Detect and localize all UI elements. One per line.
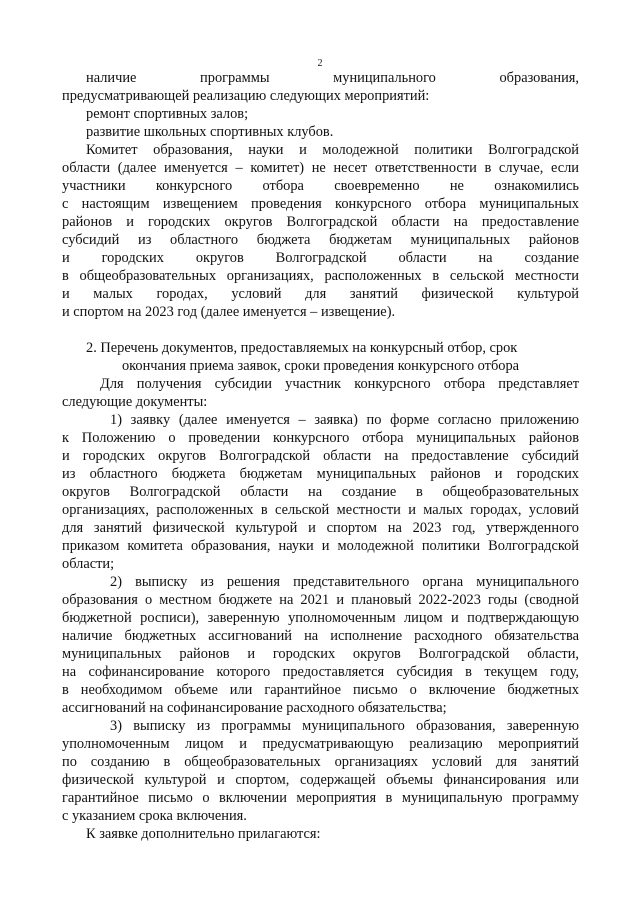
text-line: и спортом на 2023 год (далее именуется – извещение).: [62, 304, 396, 320]
text-line: области;: [62, 556, 115, 572]
text-line: ремонт спортивных залов;: [86, 106, 249, 122]
text-line: из областного бюджета бюджетам муниципальных районов и городских: [62, 466, 579, 482]
text-line: субсидий из областного бюджета бюджетам муниципальных районов: [62, 232, 579, 248]
text-line: бюджетной росписи), заверенную уполномоченным лицом и подтверждающую: [62, 610, 579, 626]
text-line: и городских округов Волгоградской области на создание: [62, 250, 579, 266]
text-line: в необходимом объеме или гарантийное письмо о включение бюджетных: [62, 682, 579, 698]
text-line: ассигнований на софинансирование расходного обязательства;: [62, 700, 447, 716]
text-line: с указанием срока включения.: [62, 808, 247, 824]
text-line: физической культурой и спортом, содержащей объемы финансирования или: [62, 772, 579, 788]
text-line: и городских округов Волгоградской области на предоставление субсидий: [62, 448, 579, 464]
text-line: на софинансирование которого предоставляется субсидия в текущем году,: [62, 664, 579, 680]
text-line: наличие программы муниципального образования,: [86, 70, 579, 86]
text-line: 2) выписку из решения представительного органа муниципального: [110, 574, 579, 590]
text-line: участники конкурсного отбора своевременно не ознакомились: [62, 178, 579, 194]
text-line: районов и городских округов Волгоградской области на предоставление: [62, 214, 579, 230]
text-line: приказом комитета образования, науки и молодежной политики Волгоградской: [62, 538, 579, 554]
section-heading: 2. Перечень документов, предоставляемых на конкурсный отбор, срок: [86, 340, 518, 356]
page-number: 2: [317, 58, 323, 69]
text-line: наличие бюджетных ассигнований на исполнение расходного обязательства: [62, 628, 579, 644]
text-line: уполномоченным лицом и предусматривающую реализацию мероприятий: [62, 736, 579, 752]
section-heading: окончания приема заявок, сроки проведения конкурсного отбора: [121, 358, 520, 374]
text-line: с настоящим извещением проведения конкурсного отбора муниципальных: [62, 196, 579, 212]
text-line: гарантийное письмо о включении мероприятия в муниципальную программу: [62, 790, 579, 806]
text-line: для занятий физической культурой и спортом на 2023 год, утвержденного: [62, 520, 579, 536]
text-line: Для получения субсидии участник конкурсного отбора представляет: [100, 376, 579, 392]
text-line: 3) выписку из программы муниципального образования, заверенную: [110, 718, 579, 734]
text-line: Комитет образования, науки и молодежной политики Волгоградской: [86, 142, 579, 158]
text-line: К заявке дополнительно прилагаются:: [86, 826, 321, 842]
text-line: 1) заявку (далее именуется – заявка) по форме согласно приложению: [110, 412, 579, 428]
text-line: организациях, расположенных в сельской местности и малых городах, условий: [62, 502, 579, 518]
text-line: предусматривающей реализацию следующих мероприятий:: [62, 88, 430, 104]
text-line: и малых городах, условий для занятий физической культурой: [62, 286, 579, 302]
text-line: муниципальных районов и городских округов Волгоградской области,: [62, 646, 579, 662]
text-line: образования о местном бюджете на 2021 и плановый 2022-2023 годы (сводной: [62, 592, 579, 608]
text-line: к Положению о проведении конкурсного отбора муниципальных районов: [62, 430, 579, 446]
text-line: области (далее именуется – комитет) не несет ответственности в случае, если: [62, 160, 579, 176]
text-line: по созданию в общеобразовательных организациях условий для занятий: [62, 754, 579, 770]
text-line: следующие документы:: [62, 394, 208, 410]
text-line: развитие школьных спортивных клубов.: [86, 124, 334, 140]
text-line: округов Волгоградской области на создание в общеобразовательных: [62, 484, 579, 500]
text-line: в общеобразовательных организациях, расположенных в сельской местности: [62, 268, 579, 284]
